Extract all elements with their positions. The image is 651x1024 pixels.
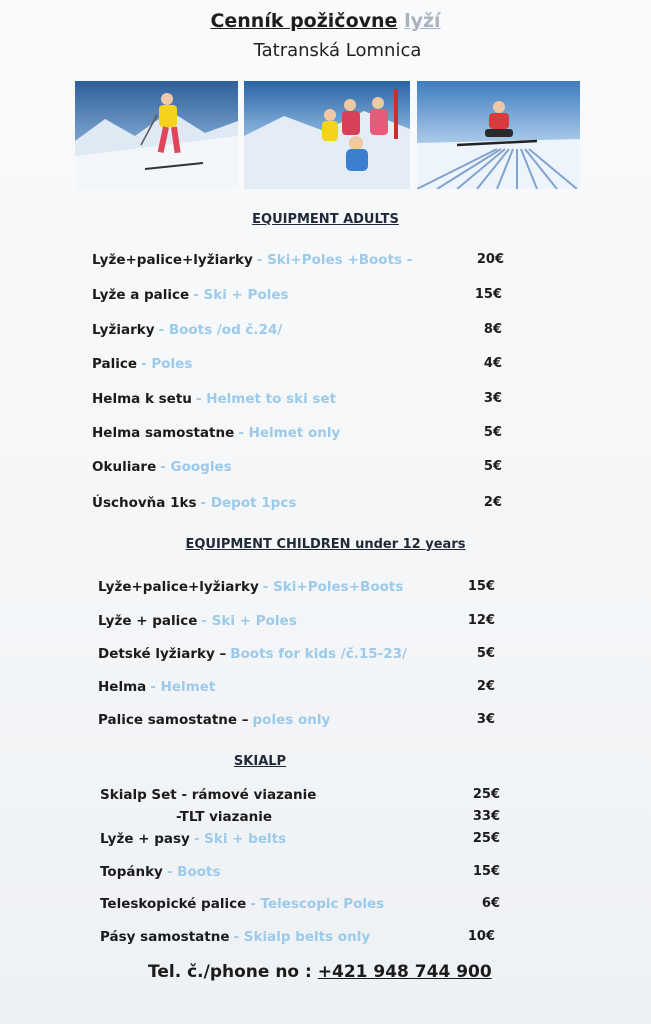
item-price: 10€	[467, 929, 495, 944]
item-price: 5€	[483, 425, 502, 440]
price-row-skialp-5	[0, 896, 651, 916]
item-name: Pásy samostatne - Skialp belts only	[100, 929, 371, 945]
price-row-children-1	[0, 579, 651, 599]
price-row-adults-6	[0, 425, 651, 445]
item-name: Teleskopické palice - Telescopic Poles	[100, 896, 385, 912]
item-name: Skialp Set - rámové viazanie	[100, 787, 317, 803]
title-faded-word: lyží	[404, 10, 441, 32]
item-price: 15€	[474, 287, 502, 302]
price-row-skialp-6	[0, 929, 651, 949]
price-row-adults-7	[0, 459, 651, 479]
page-title	[0, 10, 651, 32]
price-row-children-5	[0, 712, 651, 732]
item-name: Lyže + palice - Ski + Poles	[98, 613, 297, 629]
item-name: Lyže+palice+lyžiarky - Ski+Poles+Boots	[98, 579, 404, 595]
section-heading-children: EQUIPMENT CHILDREN under 12 years	[185, 537, 466, 552]
skier-photo-icon	[75, 81, 238, 189]
price-row-children-3	[0, 646, 651, 666]
photo-family-skiers	[244, 81, 410, 189]
item-price: 2€	[483, 495, 502, 510]
item-price: 15€	[472, 864, 500, 879]
price-row-skialp-2	[0, 809, 651, 829]
price-row-skialp-1	[0, 787, 651, 807]
photo-skier	[75, 81, 238, 189]
item-price: 5€	[483, 459, 502, 474]
price-row-children-2	[0, 613, 651, 633]
item-price: 20€	[476, 252, 504, 267]
title-main: Cenník požičovne	[210, 10, 398, 32]
item-name: Úschovňa 1ks - Depot 1pcs	[92, 495, 297, 511]
section-heading-skialp: SKIALP	[233, 754, 287, 769]
item-price: 15€	[467, 579, 495, 594]
item-price: 25€	[472, 787, 500, 802]
item-price: 25€	[472, 831, 500, 846]
item-price: 33€	[472, 809, 500, 824]
item-price: 5€	[476, 646, 495, 661]
phone-contact	[148, 962, 492, 982]
item-price: 6€	[481, 896, 500, 911]
item-name: Helma samostatne - Helmet only	[92, 425, 341, 441]
item-name: Palice samostatne – poles only	[98, 712, 331, 728]
phone-label: Tel. č./phone no :	[148, 962, 312, 982]
price-row-adults-8	[0, 495, 651, 515]
carving-skier-photo-icon	[417, 81, 580, 189]
price-row-skialp-4	[0, 864, 651, 884]
photo-carving-skier	[417, 81, 580, 189]
item-name: Helma - Helmet	[98, 679, 216, 695]
price-row-adults-4	[0, 356, 651, 376]
item-price: 3€	[476, 712, 495, 727]
item-price: 8€	[483, 322, 502, 337]
price-row-skialp-3	[0, 831, 651, 851]
page-subtitle: Tatranská Lomnica	[253, 40, 422, 61]
family-skiers-photo-icon	[244, 81, 410, 189]
price-row-adults-2	[0, 287, 651, 307]
item-name: Topánky - Boots	[100, 864, 221, 880]
item-name: Helma k setu - Helmet to ski set	[92, 391, 337, 407]
price-row-adults-5	[0, 391, 651, 411]
price-row-children-4	[0, 679, 651, 699]
item-price: 3€	[483, 391, 502, 406]
item-name: Okuliare - Googles	[92, 459, 232, 475]
item-name: Palice - Poles	[92, 356, 193, 372]
item-price: 12€	[467, 613, 495, 628]
phone-number: +421 948 744 900	[317, 962, 492, 982]
item-name: Lyžiarky - Boots /od č.24/	[92, 322, 283, 338]
item-name: Lyže a palice - Ski + Poles	[92, 287, 289, 303]
item-price: 2€	[476, 679, 495, 694]
item-name: Lyže+palice+lyžiarky - Ski+Poles +Boots -	[92, 252, 413, 268]
item-name: -TLT viazanie	[176, 809, 273, 825]
item-name: Detské lyžiarky – Boots for kids /č.15-23/	[98, 646, 407, 662]
price-row-adults-1	[0, 252, 651, 272]
item-name: Lyže + pasy - Ski + belts	[100, 831, 287, 847]
item-price: 4€	[483, 356, 502, 371]
section-heading-adults: EQUIPMENT ADULTS	[252, 212, 399, 227]
price-row-adults-3	[0, 322, 651, 342]
